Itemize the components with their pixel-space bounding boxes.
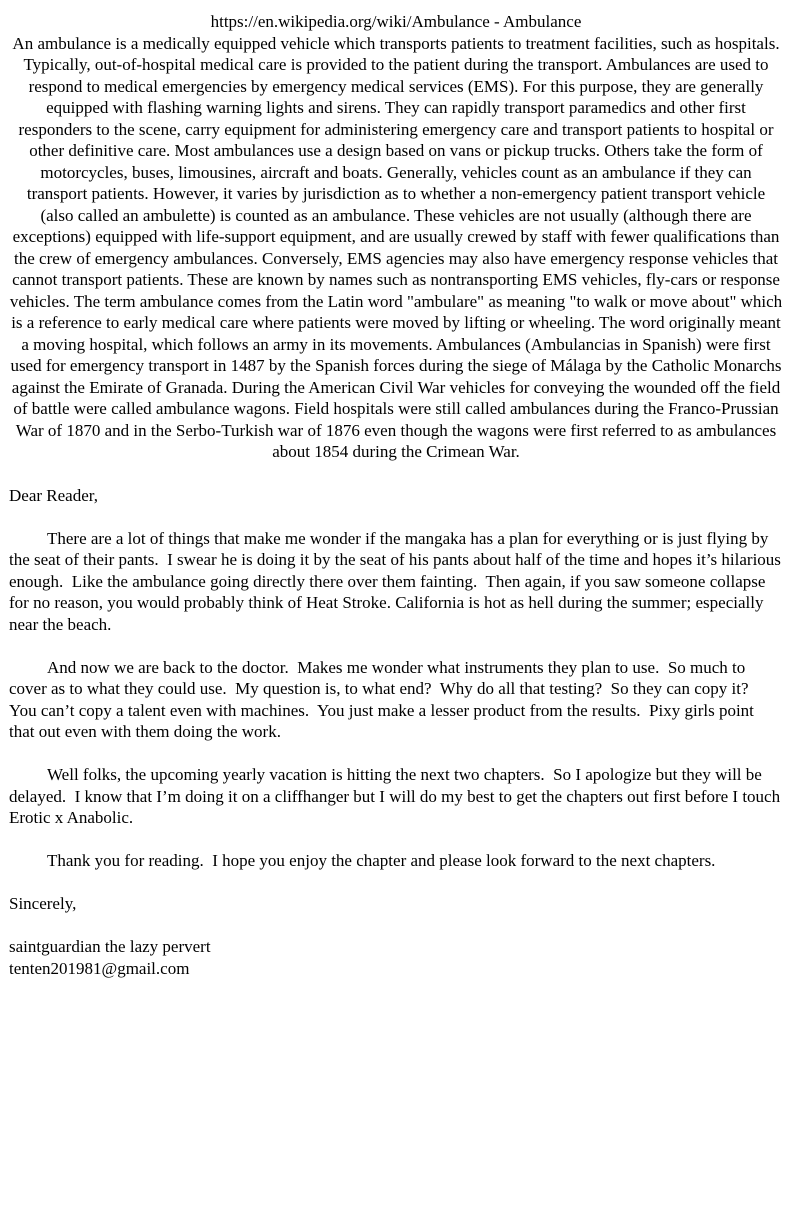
wiki-excerpt-paragraph: An ambulance is a medically equipped vehicle which transports patients to treatment facilities, such as hospitals. Typically, out-of-hospital medical care is provided to the patient during the transport. Ambulances are used to respond to medical emergencies by emergency medical services (EMS). For this purpose, they are generally equipped with flashing warning lights and sirens. They can rapidly transport paramedics and other first responders to the scene, carry equipment for administering emergency care and transport patients to hospital or other definitive care. Most ambulances use a design based on vans or pickup trucks. Others take the form of motorcycles, buses, limousines, aircraft and boats. Generally, vehicles count as an ambulance if they can transport patients. However, it varies by jurisdiction as to whether a non-emergency patient transport vehicle (also called an ambulette) is counted as an ambulance. These vehicles are not usually (although there are exceptions) equipped with life-support equipment, and are usually crewed by staff with fewer qualifications than the crew of emergency ambulances. Conversely, EMS agencies may also have emergency response vehicles that cannot transport patients. These are known by names such as nontransporting EMS vehicles, fly-cars or response vehicles. The term ambulance comes from the Latin word "ambulare" as meaning "to walk or move about" which is a reference to early medical care where patients were moved by lifting or wheeling. The word originally meant a moving hospital, which follows an army in its movements. Ambulances (Ambulancias in Spanish) were first used for emergency transport in 1487 by the Spanish forces during the siege of Málaga by the Catholic Monarchs against the Emirate of Granada. During the American Civil War vehicles for conveying the wounded off the field of battle were called ambulance wagons. Field hospitals were still called ambulances during the Franco-Prussian War of 1870 and in the Serbo-Turkish war of 1876 even though the wagons were first referred to as ambulances about 1854 during the Crimean War. (9, 33, 787, 461)
letter-paragraph-3: Well folks, the upcoming yearly vacation is hitting the next two chapters. So I apologize but they will be delayed. I know that I’m doing it on a cliffhanger but I will do my best to get the chapters out first before I touch Erotic x Anabolic. (9, 765, 785, 827)
letter-paragraph-1: There are a lot of things that make me wonder if the mangaka has a plan for everything or is just flying by the seat of their pants. I swear he is doing it by the seat of his pants about half of the time and hopes it’s hilarious enough. Like the ambulance going directly there over them fainting. Then again, if you saw someone collapse for no reason, you would probably think of Heat Stroke. California is hot as hell during the summer; especially near the beach. (9, 528, 786, 634)
letter-salutation: Dear Reader, (9, 485, 98, 505)
signature-name: saintguardian the lazy pervert (9, 937, 211, 956)
source-url-line: https://en.wikipedia.org/wiki/Ambulance - Ambulance (210, 12, 582, 31)
author-letter (9, 485, 786, 980)
signature-email: tenten201981@gmail.com (9, 958, 190, 978)
signature-block (9, 936, 783, 979)
letter-paragraph-4: Thank you for reading. I hope you enjoy the chapter and please look forward to the next chapters. (47, 851, 716, 870)
letter-closing: Sincerely, (9, 894, 77, 913)
letter-paragraph-2: And now we are back to the doctor. Makes me wonder what instruments they plan to use. So much to cover as to what they could use. My question is, to what end? Why do all that testing? So they can copy it? You can’t copy a talent even with machines. You just make a lesser product from the results. Pixy girls point that out even with them doing the work. (9, 657, 759, 741)
